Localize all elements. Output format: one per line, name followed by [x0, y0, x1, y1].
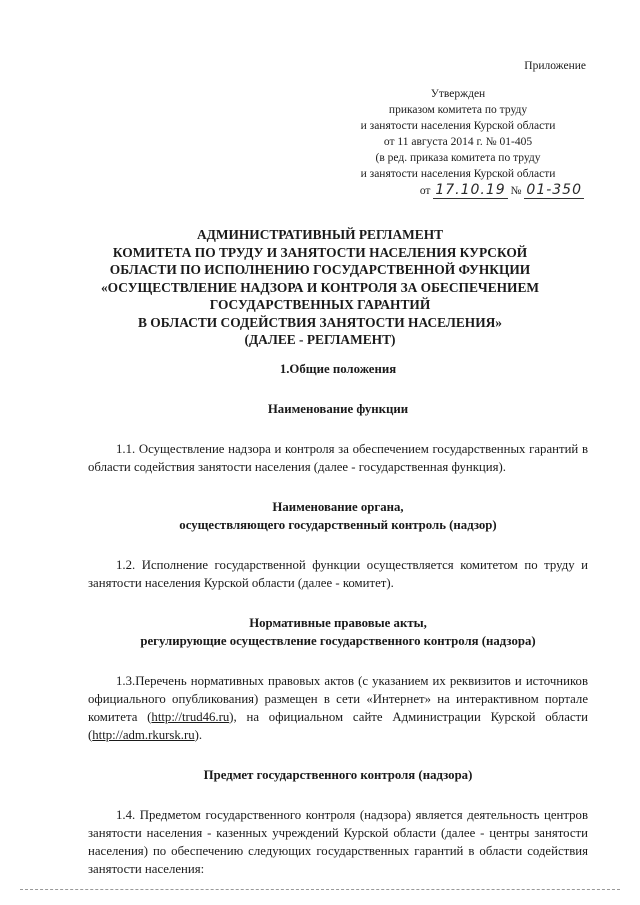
- heading-organ-line2: осуществляющего государственный контроль (надзор): [179, 518, 497, 532]
- amendment-date-line: [328, 182, 588, 199]
- p1-3-text-c: ).: [194, 728, 203, 742]
- heading-function-name: Наименование функции: [267, 402, 409, 416]
- approval-block: [328, 86, 588, 199]
- p1-3-text-b: ), на официальном сайте Администрации Курской области (: [88, 710, 588, 742]
- approval-line: и занятости населения Курской области: [360, 120, 556, 132]
- title-line: В ОБЛАСТИ СОДЕЙСТВИЯ ЗАНЯТОСТИ НАСЕЛЕНИЯ»: [138, 314, 502, 330]
- title-line: ОБЛАСТИ ПО ИСПОЛНЕНИЮ ГОСУДАРСТВЕННОЙ ФУНКЦИИ: [109, 262, 531, 277]
- heading-acts-line2: регулирующие осуществление государственного контроля (надзора): [140, 634, 536, 648]
- title-line: «ОСУЩЕСТВЛЕНИЕ НАДЗОРА И КОНТРОЛЯ ЗА ОБЕСПЕЧЕНИЕМ: [100, 279, 540, 295]
- approval-line: (в ред. приказа комитета по труду: [375, 152, 541, 164]
- portal-link[interactable]: http://trud46.ru: [151, 710, 230, 724]
- title-line: КОМИТЕТА ПО ТРУДУ И ЗАНЯТОСТИ НАСЕЛЕНИЯ КУРСКОЙ: [112, 244, 528, 260]
- appendix-label: Приложение: [524, 60, 586, 72]
- from-label: от: [419, 185, 431, 197]
- title-line: (ДАЛЕЕ - РЕГЛАМЕНТ): [244, 332, 396, 347]
- paragraph-1-3: [88, 672, 588, 744]
- heading-subject-of-control: Предмет государственного контроля (надзора): [203, 768, 473, 782]
- document-body: [88, 360, 588, 878]
- approval-line: и занятости населения Курской области: [360, 168, 556, 180]
- footer-rule: [20, 889, 620, 890]
- approval-line: от 11 августа 2014 г. № 01-405: [383, 136, 533, 148]
- heading-organ: [88, 498, 588, 534]
- document-title: [70, 226, 570, 349]
- approval-line: приказом комитета по труду: [388, 104, 528, 116]
- heading-organ-line1: Наименование органа,: [272, 500, 404, 514]
- title-line: АДМИНИСТРАТИВНЫЙ РЕГЛАМЕНТ: [196, 227, 444, 242]
- heading-acts-line1: Нормативные правовые акты,: [249, 616, 427, 630]
- administration-site-link[interactable]: http://adm.rkursk.ru: [92, 728, 195, 742]
- paragraph-1-2: 1.2. Исполнение государственной функции осуществляется комитетом по труду и занятости населения Курской области (далее - комитет).: [88, 558, 588, 590]
- heading-normative-acts: [88, 614, 588, 650]
- paragraph-1-1: 1.1. Осуществление надзора и контроля за обеспечением государственных гарантий в области содействия занятости населения (далее - государственная функция).: [88, 442, 588, 474]
- title-line: ГОСУДАРСТВЕННЫХ ГАРАНТИЙ: [209, 297, 431, 312]
- paragraph-1-4: 1.4. Предметом государственного контроля (надзора) является деятельность центров занятости населения - казенных учреждений Курской области (далее - центры занятости населения) по обеспечению следующих государственных гарантий в области содействия занятости населения:: [88, 808, 588, 876]
- handwritten-date: 17.10.19: [435, 182, 506, 198]
- approval-line: Утвержден: [430, 88, 486, 100]
- section-heading-general: 1.Общие положения: [279, 362, 397, 376]
- number-label: №: [510, 185, 522, 197]
- p1-3-text-a: 1.3.Перечень нормативных правовых актов (с указанием их реквизитов и источников официального опубликования) размещен в сети «Интернет» на интерактивном портале комитета (: [88, 674, 588, 724]
- handwritten-number: 01-350: [526, 182, 582, 198]
